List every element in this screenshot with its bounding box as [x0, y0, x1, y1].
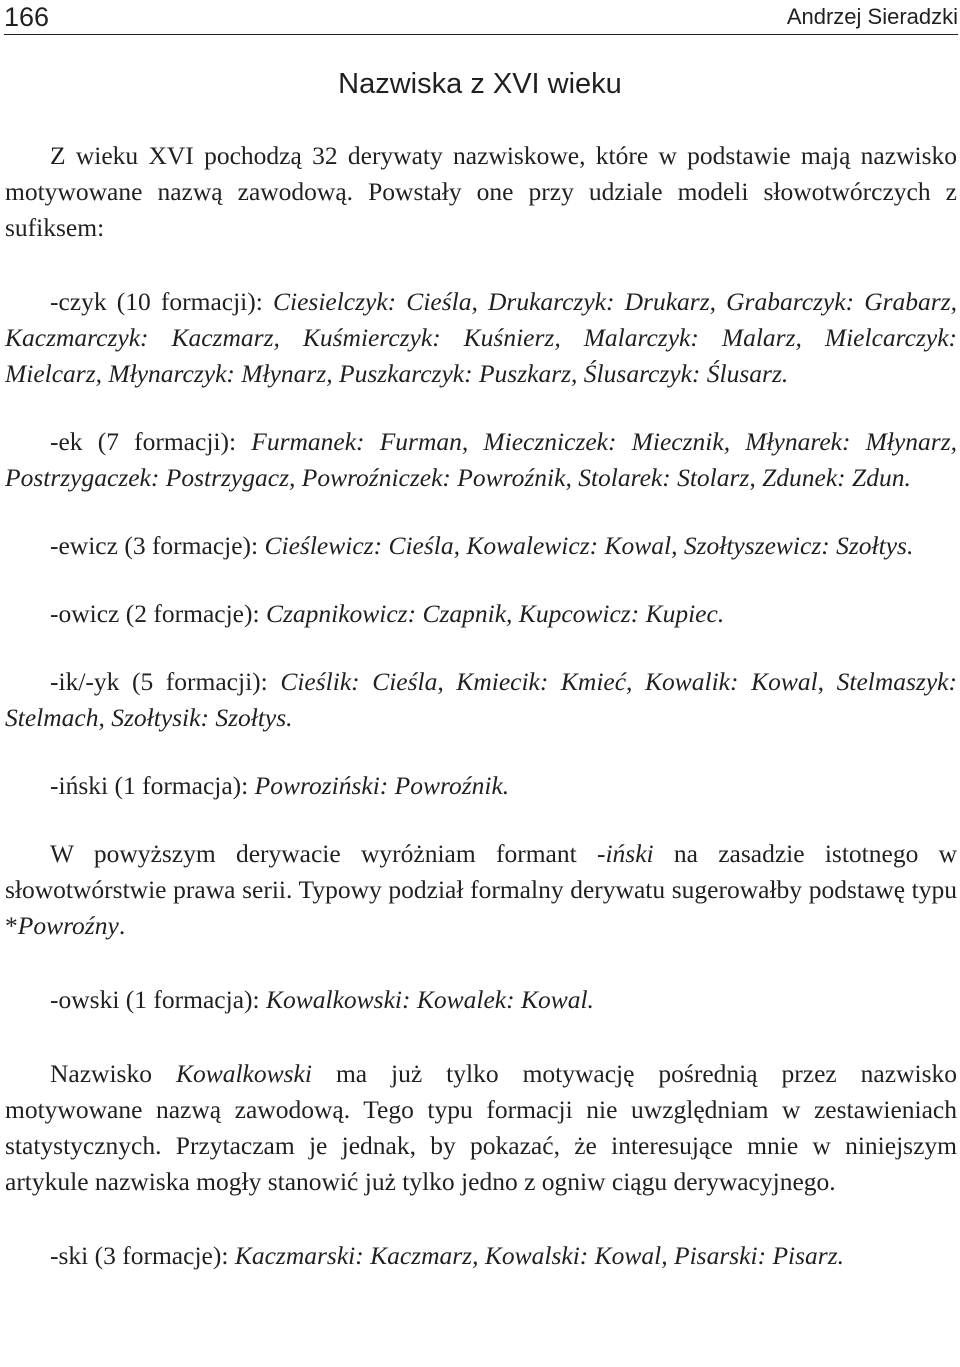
commentary-text: na zasadzie istotnego w słowotwórstwie prawa serii. Typowy podział formalny derywatu sugerowałby podstawę typu *	[5, 839, 957, 940]
derivative-examples: Cieślewicz: Cieśla, Kowalewicz: Kowal, Szołtyszewicz: Szołtys.	[264, 531, 914, 560]
suffix-group-ewicz	[5, 528, 957, 564]
commentary-paragraph-inski	[5, 836, 957, 944]
body-text	[5, 138, 957, 1274]
suffix-group-ek	[5, 424, 957, 496]
suffix-label: -ek (7 formacji):	[50, 427, 237, 456]
derivative-examples: Furmanek: Furman, Mieczniczek: Miecznik, Młynarek: Młynarz, Postrzygaczek: Postrzygacz, Powroźniczek: Powroźnik, Stolarek: Stolarz, Zdunek: Zdun.	[5, 427, 957, 492]
suffix-group-owicz	[5, 596, 957, 632]
derivative-examples: Powroziński: Powroźnik.	[254, 771, 510, 800]
running-head-author: Andrzej Sieradzki	[786, 4, 958, 29]
suffix-group-ik-yk	[5, 664, 957, 736]
suffix-group-czyk	[5, 284, 957, 392]
derivative-examples: Ciesielczyk: Cieśla, Drukarczyk: Drukarz, Grabarczyk: Grabarz, Kaczmarczyk: Kaczmarz, Kuśmierczyk: Kuśnierz, Malarczyk: Malarz, Mielcarczyk: Mielcarz, Młynarczyk: Młynarz, Puszkarczyk: Puszkarz, Ślusarczyk: Ślusarz.	[5, 287, 958, 388]
italic-name: Kowalkowski	[175, 1059, 312, 1088]
commentary-text: ma już tylko motywację pośrednią przez nazwisko motywowane nazwą zawodową. Tego typu formacji nie uwzględniam w zestawieniach statystycznych. Przytaczam je jednak, by pokazać, że interesujące mnie w niniejszym artykule nazwiska mogły stanowić już tylko jedno z ogniw ciągu derywacyjnego.	[5, 1059, 957, 1196]
suffix-group-ski	[5, 1238, 957, 1274]
derivative-examples: Czapnikowicz: Czapnik, Kupcowicz: Kupiec.	[265, 599, 725, 628]
italic-form: Powroźny	[17, 911, 119, 940]
suffix-group-owski	[5, 982, 957, 1018]
page-header	[4, 0, 958, 35]
suffix-label: -ik/-yk (5 formacji):	[50, 667, 268, 696]
suffix-label: -czyk (10 formacji):	[50, 287, 263, 316]
italic-suffix: iński	[605, 839, 654, 868]
commentary-text: W powyższym derywacie wyróżniam formant -	[50, 839, 606, 868]
page-number: 166	[4, 2, 50, 32]
derivative-examples: Kaczmarski: Kaczmarz, Kowalski: Kowal, Pisarski: Pisarz.	[234, 1241, 845, 1270]
commentary-text: .	[118, 911, 126, 940]
commentary-paragraph-kowalkowski	[5, 1056, 957, 1200]
suffix-label: -owski (1 formacja):	[50, 985, 260, 1014]
suffix-label: -owicz (2 formacje):	[50, 599, 260, 628]
section-title: Nazwiska z XVI wieku	[338, 68, 622, 100]
derivative-examples: Kowalkowski: Kowalek: Kowal.	[265, 985, 594, 1014]
intro-paragraph: Z wieku XVI pochodzą 32 derywaty nazwiskowe, które w podstawie mają nazwisko motywowane nazwą zawodową. Powstały one przy udziale modeli słowotwórczych z sufiksem:	[5, 141, 957, 242]
suffix-label: -ewicz (3 formacje):	[50, 531, 259, 560]
suffix-group-inski	[5, 768, 957, 804]
suffix-label: -iński (1 formacja):	[50, 771, 249, 800]
suffix-label: -ski (3 formacje):	[50, 1241, 229, 1270]
commentary-text: Nazwisko	[50, 1059, 176, 1088]
derivative-examples: Cieślik: Cieśla, Kmiecik: Kmieć, Kowalik: Kowal, Stelmaszyk: Stelmach, Szołtysik: Szołtys.	[5, 667, 957, 732]
